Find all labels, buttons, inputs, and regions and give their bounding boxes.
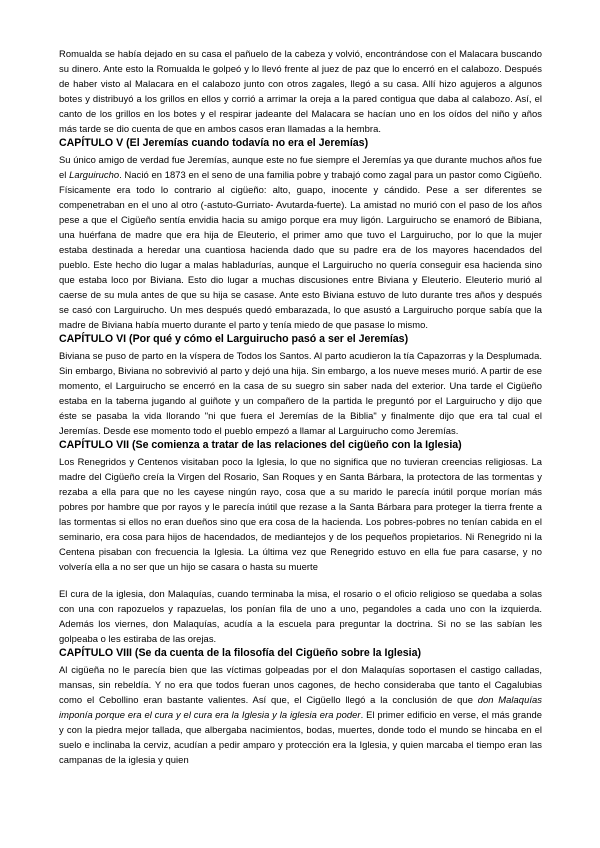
- chapter-5-text-b: . Nació en 1873 en el seno de una familia pobre y trabajó como zagal para un pastor como Cigüeño. Físicamente era todo lo contrario al cigüeño: alto, guapo, inocente y cándido. Pese a ser diferentes se compenetraban en el uno al otro (-astuto-Gurriato- Avutarda-fuerte). La amistad no murió con el paso de los años pese a que el Cigüeño sentía envidia hacia su amigo porque era muy ligón. Larguirucho se enamoró de Bibiana, una huérfana de madre que era hija de Eleuterio, el primer amo que tuvo el Larguirucho, por lo que la mujer estaba destinada a heredar una cuantiosa hacienda dado que su padre era de los mayores hacendados del pueblo. Este hecho dio lugar a malas habladurías, aunque el Larguirucho no quería conseguir esa hacienda sino que estaba loco por Biviana. Esto dio lugar a muchas discusiones entre Biviana y Eleuterio. Eleuterio murió al caerse de su mula antes de que su hija se casase. Ante esto Biviana estuvo de luto durante tres años y después se casó con Larguirucho. Un mes después quedó embarazada, lo que asustó a Larguirucho porque sabía que la madre de Biviana había muerto durante el parto y tenía miedo de que pasase lo mismo.: [59, 168, 542, 331]
- chapter-7-heading: CAPÍTULO VII (Se comienza a tratar de las relaciones del cigüeño con la Iglesia): [59, 439, 462, 452]
- chapter-5-emphasis: Larguirucho: [69, 168, 120, 180]
- chapter-8-emphasis: don Malaquías imponía porque era el cura y el cura era la Iglesia y la iglesia era poder: [59, 693, 542, 720]
- chapter-5-paragraph: [59, 152, 542, 333]
- chapter-6-paragraph: Biviana se puso de parto en la víspera de Todos los Santos. Al parto acudieron la tía Capazorras y la Desplumada. Sin embargo, Biviana no sobrevivió al parto y dejó una hija. Sin embargo, a los nueve meses murió. A partir de ese momento, el Larguirucho se encerró en la casa de su suegro sin saber nada del exterior. Una tarde el Cigüeño estaba en la taberna jugando al guiñote y un compañero de la partida le preguntó por el Larguirucho y dijo que éste se pasaba la vida llorando "ni que fuera el Jeremías de la Biblia" y finalmente dijo que era tal cual el Jeremías. Desde ese momento todo el pueblo empezó a llamar al Larguirucho como Jeremías.: [59, 349, 542, 437]
- paragraph-gap: [59, 574, 542, 586]
- chapter-8-text-b: . El primer edificio en verse, el más grande y con la piedra mejor tallada, que albergaba nacimientos, bodas, muertes, donde todo el mundo se hincaba en el suelo e inclinaba la cerviz, acudían a pedir amparo y protección era la Iglesia, y quien marcaba el tiempo eran las campanas de la iglesia y quien: [59, 708, 542, 765]
- chapter-5-text-a: Su único amigo de verdad fue Jeremías, aunque este no fue siempre el Jeremías ya que durante muchos años fue el: [59, 153, 542, 180]
- chapter-5-heading: CAPÍTULO V (El Jeremías cuando todavía no era el Jeremías): [59, 137, 369, 150]
- document-page: [59, 46, 542, 767]
- chapter-8-text-a: Al cigüeña no le parecía bien que las víctimas golpeadas por el don Malaquías soportasen el castigo calladas, mansas, sin rebeldía. Y no era que todos fueran unos cagones, de hecho consideraba que tanto el Cagalubias como el Cebollino eran bastante valientes. Así que, el Cigüello llegó a la conclusión de que: [59, 663, 542, 705]
- intro-paragraph: Romualda se había dejado en su casa el pañuelo de la cabeza y volvió, encontrándose con el Malacara buscando su dinero. Ante esto la Romualda le golpeó y lo llevó frente al juez de paz que lo encerró en el calabozo. Después de haber visto al Malacara en el calabozo junto con otros zagales, llegó a su casa. Allí hizo agujeros a algunos botes y distribuyó a los grillos en ellos y corrió a arrimar la oreja a la pared contigua que daba al calabozo. Así, el canto de los grillos en los botes y el respirar jadeante del Malacara se hacían uno en los oídos del niño y años más tarde se dio cuenta de que en ambos casos eran llamadas a la hembra.: [59, 48, 542, 135]
- chapter-7-paragraph-1: Los Renegridos y Centenos visitaban poco la Iglesia, lo que no significa que no tuvieran creencias religiosas. La madre del Cigüeño creía la Virgen del Rosario, San Roques y en Santa Bárbara, la protectora de las tormentas y rezaba a ella para que no les cayese ningún rayo, cosa que a su marido le parecía inútil porque morían más pobres por hambre que por rayos y le parecía inútil que rezase a la Santa Bárbara para proteger la tierra frente a las tormentas si ellos no eran dueños sino que era cosa de la hacienda. Los pobres-pobres no tenían cabida en el seminario, era cosa para hijos de hacendados, de mediantejos y de los pequeños propietarios. Ni Renegrido ni la Centena pisaban con frecuencia la Iglesia. La última vez que Renegrido estuvo en ella fue para casarse, y no volvería ella a no ser que un hijo se casara o hasta su muerte: [59, 455, 542, 572]
- chapter-6-heading: CAPÍTULO VI (Por qué y cómo el Larguirucho pasó a ser el Jeremías): [59, 333, 409, 346]
- chapter-8-heading: CAPÍTULO VIII (Se da cuenta de la filosofía del Cigüeño sobre la Iglesia): [59, 647, 422, 660]
- chapter-7-paragraph-2: El cura de la iglesia, don Malaquías, cuando terminaba la misa, el rosario o el oficio religioso se quedaba a solas con una con rapozuelos y rapazuelas, los ponían fila de uno a uno, pegandoles a cada uno con la izquierda. Además los viernes, don Malaquías, acudía a la escuela para preguntar la doctrina. Si no se las sabían les golpeaba o les estiraba de las orejas.: [59, 588, 542, 645]
- chapter-8-paragraph: [59, 662, 542, 767]
